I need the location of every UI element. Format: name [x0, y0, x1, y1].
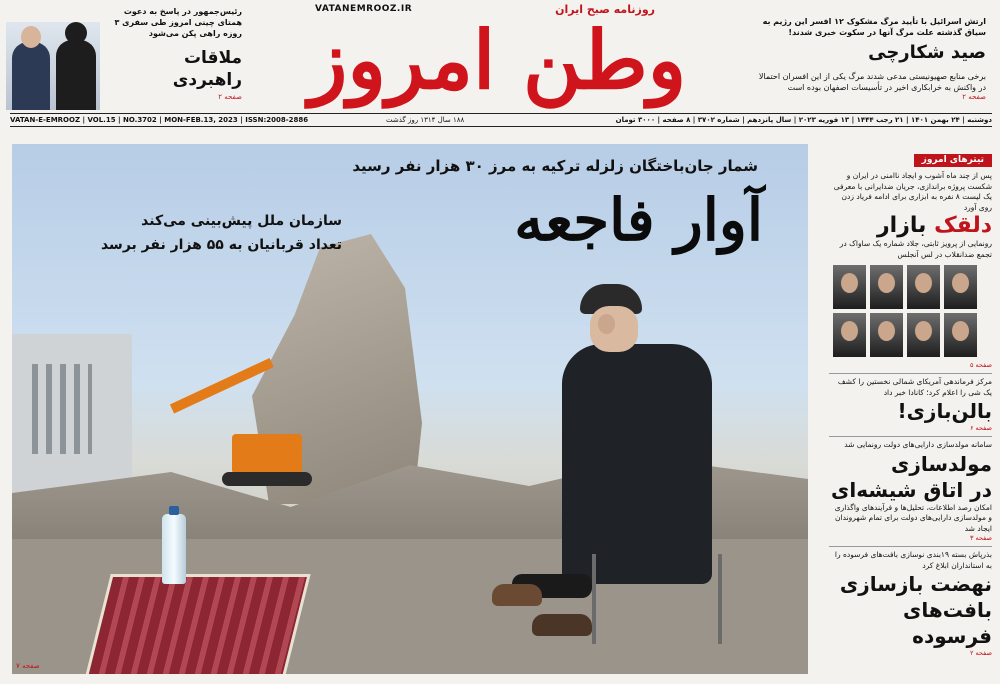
- main-kicker: شمار جان‌باختگان زلزله ترکیه به مرز ۳۰ هزار نفر رسید: [352, 157, 758, 175]
- story-dalghak-text-2: رونمایی از پرویز ثابتی، جلاد شماره یک ساواک در تجمع ضدانقلاب در لس آنجلس: [839, 239, 992, 259]
- portrait: [944, 265, 977, 309]
- masthead: [245, 0, 750, 112]
- story-dalghak-headline: دلقک بازار: [877, 213, 992, 238]
- portrait: [833, 313, 866, 357]
- portrait: [907, 313, 940, 357]
- story-renovation-headline: نهضت بازسازی بافت‌های فرسوده: [839, 572, 992, 648]
- main-headline: آوار فاجعه: [514, 186, 763, 254]
- story-mouldsazi-text: سامانه مولدسازی دارایی‌های دولت رونمایی شد: [844, 440, 992, 449]
- top-right-teaser-text-2: برخی منابع صهیونیستی مدعی شدند مرگ یکی از این افسران احتمالا در واکنش به خرابکاری اخیر در تأسیسات اصفهان بوده است: [758, 72, 986, 92]
- leader-figure-left: [12, 42, 50, 110]
- story-renovation[interactable]: [829, 547, 992, 661]
- top-right-headline: صید شکارچی: [868, 42, 986, 63]
- story-mouldsazi-headline: مولدسازی در اتاق شیشه‌ای: [831, 451, 992, 502]
- story-balloon-page-ref: صفحه ۶: [969, 424, 992, 432]
- issue-info-center: ۱۸۸ سال ۱۳۱۴ روز گذشت: [386, 116, 465, 124]
- top-right-teaser[interactable]: [750, 0, 1000, 112]
- story-balloon[interactable]: [829, 374, 992, 437]
- carpet: [83, 574, 310, 674]
- top-right-page-ref: صفحه ۲: [962, 93, 986, 101]
- leaders-photo: [6, 22, 100, 110]
- portrait: [870, 313, 903, 357]
- issue-info-persian: دوشنبه | ۲۴ بهمن ۱۴۰۱ | ۲۱ رجب ۱۴۴۴ | ۱۳ فوریه ۲۰۲۳ | سال پانزدهم | شماره ۳۷۰۲ | ۸ صفحه | ۳۰۰۰ تومان: [615, 116, 992, 124]
- water-bottle: [162, 514, 186, 584]
- story-dalghak[interactable]: [829, 144, 992, 374]
- portrait: [833, 265, 866, 309]
- portrait-grid: [833, 265, 988, 357]
- story-renovation-text: بذرپاش بسته ۱۹‌بندی نوسازی بافت‌های فرسوده را به استانداران ابلاغ کرد: [834, 550, 992, 570]
- issue-info-bar: [10, 113, 992, 127]
- top-left-headline: ملاقات راهبردی: [172, 48, 242, 90]
- top-right-teaser-text: ارتش اسرائیل با تأیید مرگ مشکوک ۱۲ افسر این رژیم به سیاق گذشته علت مرگ آنها در سکوت خبری شدند!: [762, 17, 986, 37]
- newspaper-logo: وطن امروز: [308, 13, 687, 107]
- story-dalghak-page-ref: صفحه ۵: [969, 361, 992, 369]
- portrait: [944, 313, 977, 357]
- main-story[interactable]: [12, 144, 808, 674]
- story-mouldsazi-bullet: امکان رصد اطلاعات، تحلیل‌ها و فرآیندهای واگذاری و مولدسازی دارایی‌های دولت برای تمام شهروندان ایجاد شد: [834, 502, 992, 533]
- story-renovation-page-ref: صفحه ۲: [969, 649, 992, 657]
- portrait: [907, 265, 940, 309]
- seated-old-man: [502, 284, 742, 664]
- todays-headlines-tag: تیترهای امروز: [914, 154, 992, 167]
- top-left-teaser-text: رئیس‌جمهور در پاسخ به دعوت همتای چینی امروز طی سفری ۳ روزه راهی پکن می‌شود: [114, 7, 242, 38]
- portrait: [870, 265, 903, 309]
- leader-figure-right: [56, 40, 96, 110]
- story-dalghak-text: پس از چند ماه آشوب و ایجاد ناامنی در ایران و شکست پروژه براندازی، جریان ضدایرانی با معرفی یک لیست ۸ نفره به ابزاری برای ادامه فریاد زدن روی آورد: [833, 171, 992, 212]
- masthead-subtitle: روزنامه صبح ایران: [555, 3, 655, 16]
- story-balloon-headline: بالن‌بازی!: [897, 399, 992, 423]
- issue-info-latin: VATAN-E-EMROOZ | VOL.15 | NO.3702 | MON-FEB.13, 2023 | ISSN:2008-2886: [10, 116, 309, 124]
- main-subhead: سازمان ملل پیش‌بینی می‌کند تعداد قربانیان به ۵۵ هزار نفر برسد: [100, 213, 342, 253]
- excavator: [162, 394, 302, 494]
- masthead-url: VATANEMROOZ.IR: [315, 4, 413, 14]
- story-balloon-text: مرکز فرماندهی آمریکای شمالی نخستین را کشف یک شی را اعلام کرد؛ کانادا خبر داد: [837, 377, 992, 397]
- top-left-teaser[interactable]: [0, 0, 245, 112]
- top-left-page-ref: صفحه ۲: [218, 93, 242, 101]
- story-mouldsazi[interactable]: [829, 437, 992, 547]
- main-page-ref: صفحه ۷: [16, 662, 40, 670]
- story-mouldsazi-page-ref: صفحه ۳: [969, 534, 992, 542]
- headlines-column: [829, 144, 992, 680]
